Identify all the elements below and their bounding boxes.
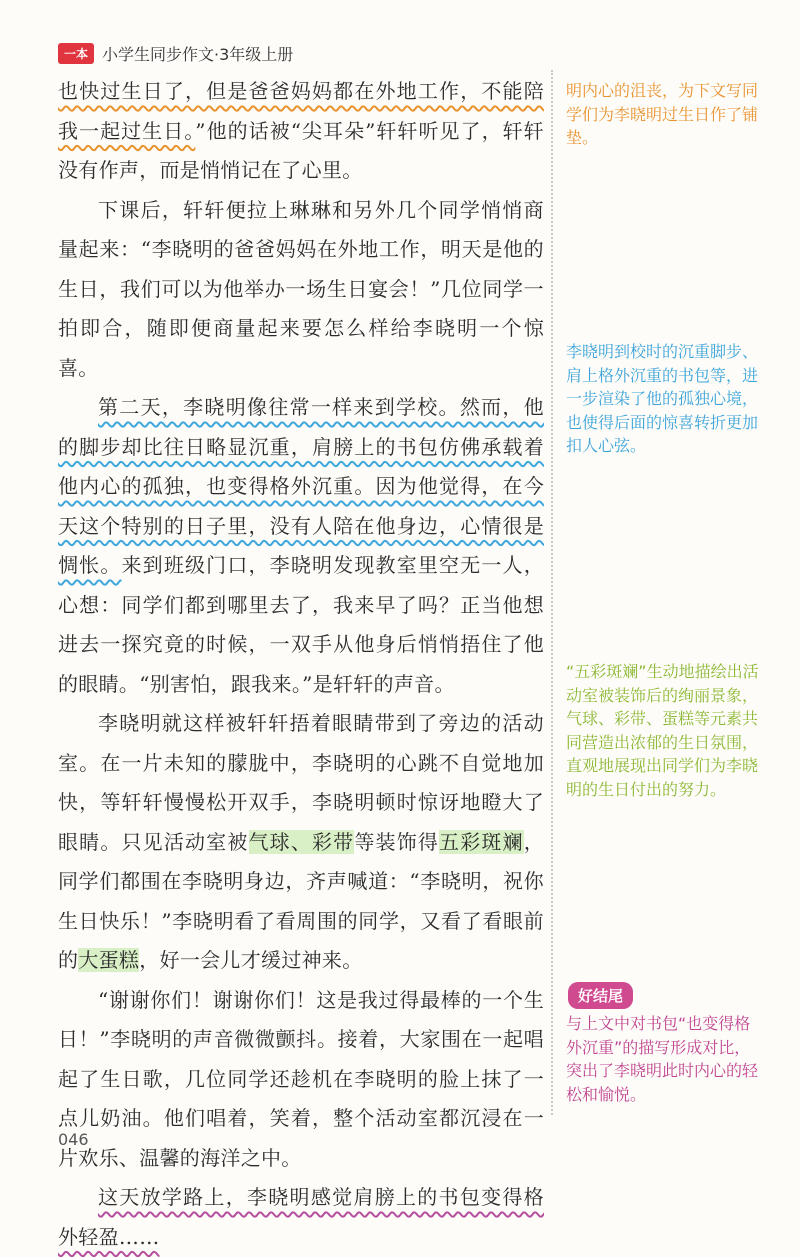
margin-note-orange: 明内心的沮丧，为下文写同学们为李晓明过生日作了铺垫。	[566, 81, 759, 147]
paragraph-text: 李晓明就这样被轩轩捂着眼睛带到了旁边的活动室。在一片未知的朦胧中，李晓明的心跳不自觉地加快，等轩轩慢慢松开双手，李晓明顿时惊讶地瞪大了眼睛。只见活动室被	[58, 711, 544, 854]
underlined-sentence: 这天放学路上，李晓明感觉肩膀上的书包变得格外轻盈……	[58, 1185, 544, 1249]
page-number: 046	[58, 1130, 89, 1149]
underlined-sentence: 第二天，李晓明像往常一样来到学校。然而，他的脚步却比往日略显沉重，肩膀上的书包仿佛承载着他内心的孤独，也变得格外沉重。因为他觉得，在今天这个特别的日子里，没有人陪在他身边，心情很是惆怅。	[58, 395, 544, 577]
paragraph-text: 来到班级门口，李晓明发现教室里空无一人，心想：同学们都到哪里去了，我来早了吗？正当他想进去一探究竟的时候，一双手从他身后悄悄捂住了他的眼睛。“别害怕，跟我来。”是轩轩的声音。	[58, 553, 545, 696]
margin-note-green: “五彩斑斓”生动地描绘出活动室被装饰后的绚丽景象，气球、彩带、蛋糕等元素共同营造出浓郁的生日氛围，直观地展现出同学们为李晓明的生日付出的努力。	[566, 662, 759, 799]
paragraph-text: 等装饰得	[354, 829, 440, 854]
paragraph-3	[58, 388, 544, 704]
highlight-cake: 大蛋糕	[78, 948, 140, 972]
highlight-colorful: 五彩斑斓	[439, 829, 524, 854]
paragraph-text: ，同学们都围在李晓明身边，齐声喊道：“李晓明，祝你生日快乐！”李晓明看了看周围的同学，又看了看眼前的	[58, 829, 545, 972]
paragraph-text: ，好一会儿才缓过神来。	[139, 948, 363, 972]
book-badge: 一本	[58, 43, 94, 64]
paragraph-1	[58, 72, 544, 191]
paragraph-5: “谢谢你们！谢谢你们！这是我过得最棒的一个生日！”李晓明的声音微微颤抖。接着，大家围在一起唱起了生日歌，几位同学还趁机在李晓明的脸上抹了一点儿奶油。他们唱着，笑着，整个活动室都沉浸在一片欢乐、温馨的海洋之中。	[58, 987, 544, 1170]
paragraph-4	[58, 704, 544, 981]
margin-note-purple: 与上文中对书包“也变得格外沉重”的描写形成对比，突出了李晓明此时内心的轻松和愉悦。	[566, 1014, 759, 1104]
column-divider	[551, 70, 553, 1115]
paragraph-6	[58, 1178, 544, 1257]
underlined-sentence: 也快过生日了，但是爸爸妈妈都在外地工作，不能陪我一起过生日。	[58, 79, 544, 143]
paragraph-text: ”他的话被“尖耳朵”轩轩听见了，轩轩没有作声，而是悄悄记在了心里。	[58, 118, 544, 182]
book-title: 小学生同步作文·3年级上册	[102, 44, 294, 64]
good-ending-badge: 好结尾	[568, 982, 633, 1009]
essay-body	[58, 72, 544, 1257]
page-header	[58, 42, 293, 64]
highlight-balloons: 气球、彩带	[248, 829, 355, 854]
margin-note-blue: 李晓明到校时的沉重脚步、肩上格外沉重的书包等，进一步渲染了他的孤独心境，也使得后面的惊喜转折更加扣人心弦。	[566, 342, 759, 455]
paragraph-2: 下课后，轩轩便拉上琳琳和另外几个同学悄悄商量起来：“李晓明的爸爸妈妈在外地工作，明天是他的生日，我们可以为他举办一场生日宴会！”几位同学一拍即合，随即便商量起来要怎么样给李晓明一个惊喜。	[58, 197, 544, 380]
